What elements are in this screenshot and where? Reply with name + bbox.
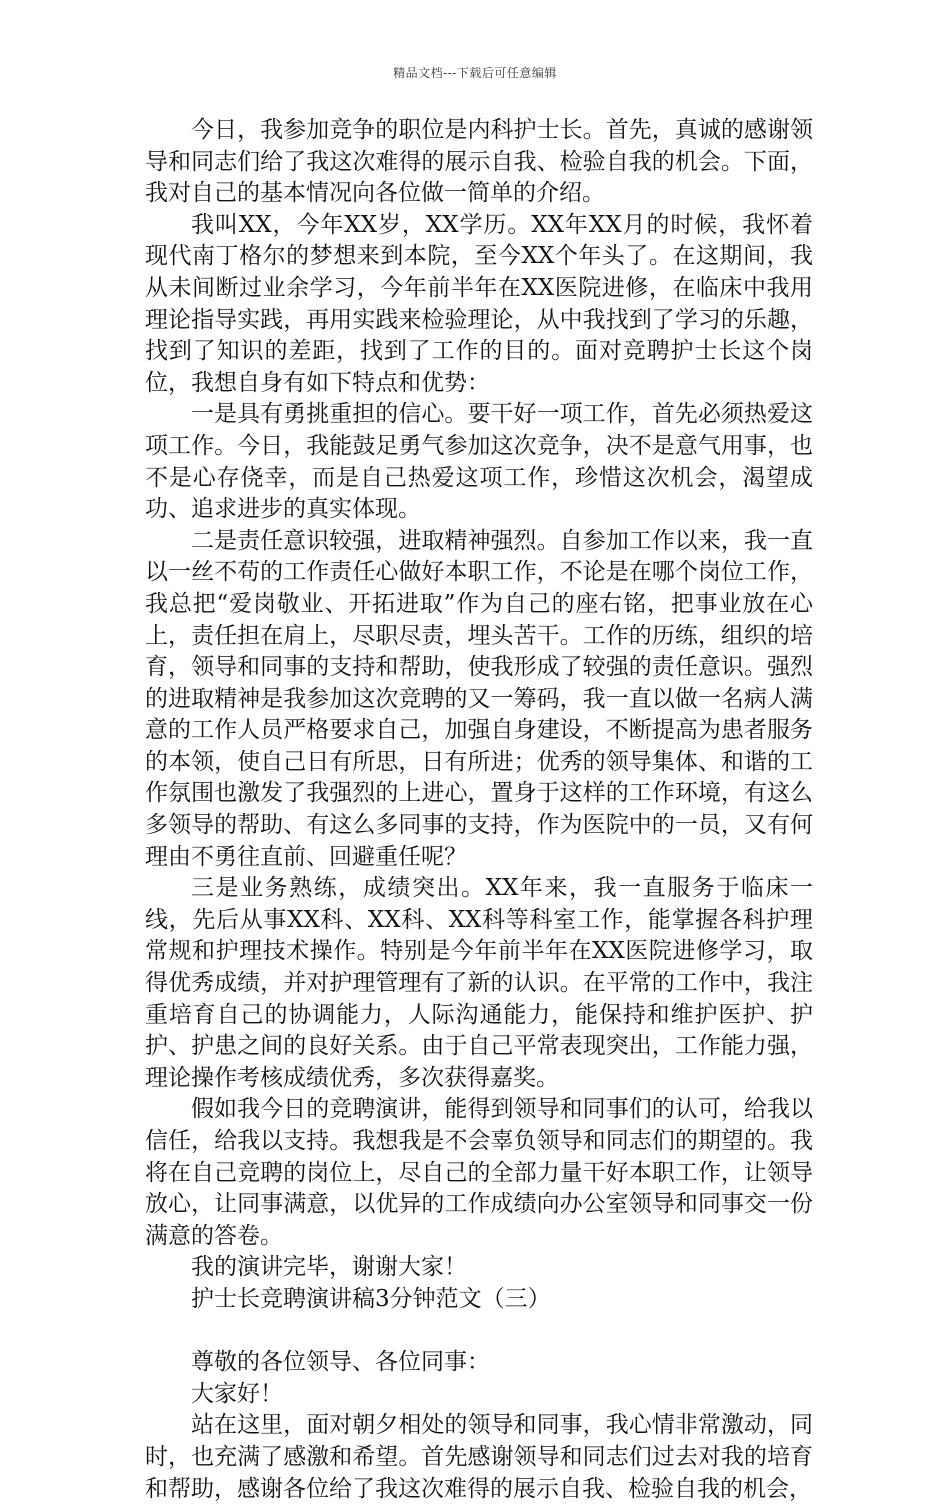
blank-line bbox=[145, 1316, 813, 1348]
paragraph-closing: 假如我今日的竞聘演讲，能得到领导和同事们的认可，给我以信任，给我以支持。我想我是不会辜负领导和同志们的期望的。我将在自己竞聘的岗位上，尽自己的全部力量干好本职工作，让领导放心，让同事满意，以优异的工作成绩向办公室领导和同事交一份满意的答卷。 bbox=[145, 1096, 813, 1249]
paragraph-salutation: 尊敬的各位领导、各位同事： bbox=[191, 1349, 490, 1376]
paragraph-point-three: 三是业务熟练，成绩突出。XX年来，我一直服务于临床一线，先后从事XX科、XX科、XX科等科室工作，能掌握各科护理常规和护理技术操作。特别是今年前半年在XX医院进修学习，取得优秀成绩，并对护理管理有了新的认识。在平常的工作中，我注重培育自己的协调能力，人际沟通能力，能保持和维护医护、护护、护患之间的良好关系。由于自己平常表现突出，工作能力强，理论操作考核成绩优秀，多次获得嘉奖。 bbox=[145, 875, 813, 1091]
paragraph-opening: 站在这里，面对朝夕相处的领导和同事，我心情非常激动，同时，也充满了感激和希望。首先感谢领导和同志们过去对我的培育和帮助，感谢各位给了我这次难得的展示自我、检验自我的机会， bbox=[145, 1412, 813, 1502]
paragraph-point-one: 一是具有勇挑重担的信心。要干好一项工作，首先必须热爱这项工作。今日，我能鼓足勇气参加这次竞争，决不是意气用事，也不是心存侥幸，而是自己热爱这项工作，珍惜这次机会，渴望成功、追求进步的真实体现。 bbox=[145, 401, 813, 523]
section-title: 护士长竞聘演讲稿3分钟范文（三） bbox=[191, 1285, 551, 1312]
header-watermark: 精品文档---下载后可任意编辑 bbox=[393, 66, 557, 80]
paragraph-thanks: 我的演讲完毕，谢谢大家！ bbox=[191, 1254, 467, 1281]
document-body bbox=[145, 115, 813, 1505]
paragraph-point-two: 二是责任意识较强，进取精神强烈。自参加工作以来，我一直以一丝不苟的工作责任心做好本职工作，不论是在哪个岗位工作，我总把“爱岗敬业、开拓进取”作为自己的座右铭，把事业放在心上，责任担在肩上，尽职尽责，埋头苦干。工作的历练，组织的培育，领导和同事的支持和帮助，使我形成了较强的责任意识。强烈的进取精神是我参加这次竞聘的又一筹码，我一直以做一名病人满意的工作人员严格要求自己，加强自身建设，不断提高为患者服务的本领，使自己日有所思，日有所进；优秀的领导集体、和谐的工作氛围也激发了我强烈的上进心，置身于这样的工作环境，有这么多领导的帮助、有这么多同事的支持，作为医院中的一员，又有何理由不勇往直前、回避重任呢？ bbox=[145, 527, 813, 870]
paragraph-self-introduction: 我叫XX，今年XX岁，XX学历。XX年XX月的时候，我怀着现代南丁格尔的梦想来到本院，至今XX个年头了。在这期间，我从未间断过业余学习，今年前半年在XX医院进修，在临床中我用理论指导实践，再用实践来检验理论，从中我找到了学习的乐趣，找到了知识的差距，找到了工作的目的。面对竞聘护士长这个岗位，我想自身有如下特点和优势： bbox=[145, 211, 813, 396]
paragraph-intro: 今日，我参加竞争的职位是内科护士长。首先，真诚的感谢领导和同志们给了我这次难得的展示自我、检验自我的机会。下面，我对自己的基本情况向各位做一简单的介绍。 bbox=[145, 117, 813, 207]
paragraph-greeting: 大家好！ bbox=[191, 1380, 283, 1407]
